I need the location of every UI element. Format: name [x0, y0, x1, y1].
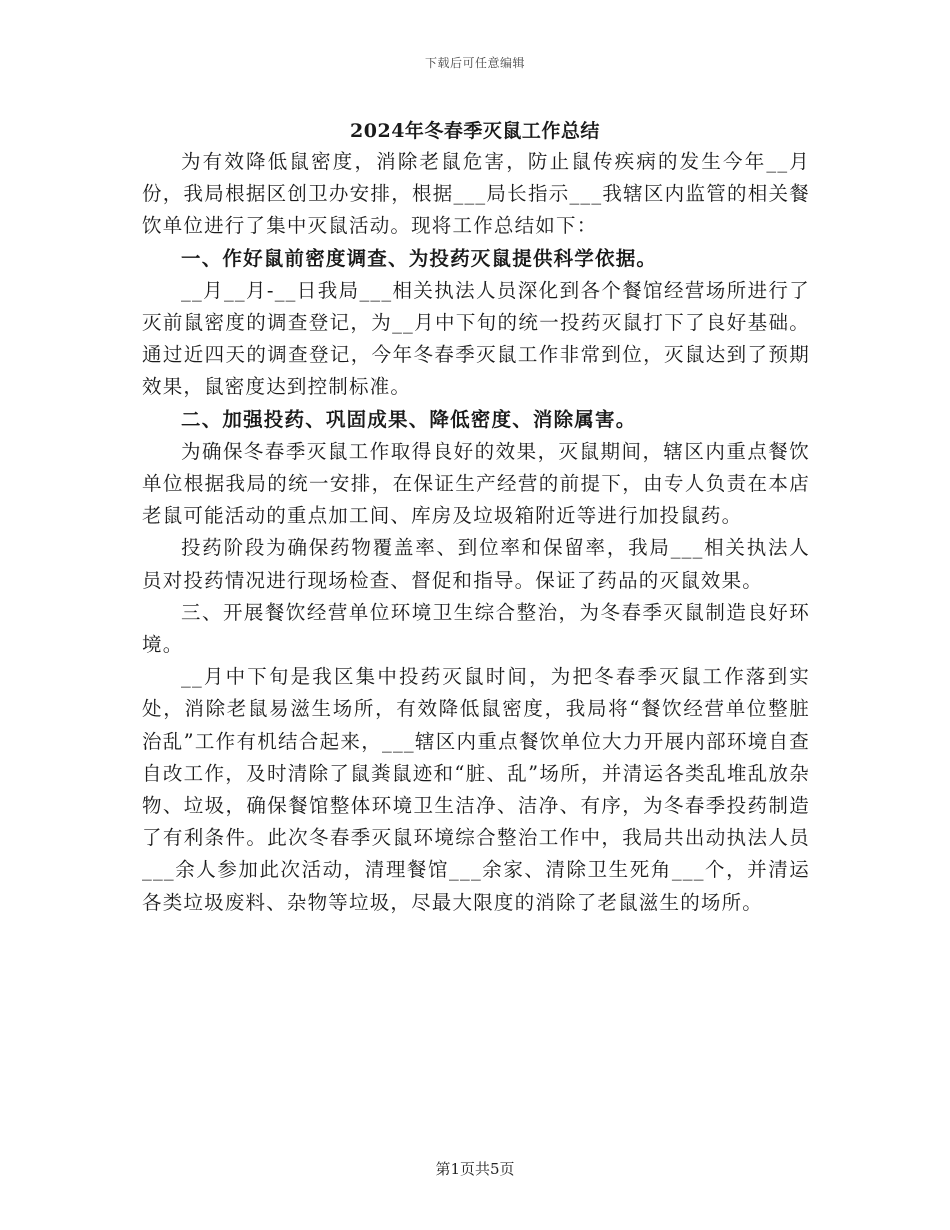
document-title: 2024年冬春季灭鼠工作总结: [350, 120, 600, 142]
section-heading-3: 三、开展餐饮经营单位环境卫生综合整治，为冬春季灭鼠制造良好环境。: [142, 600, 810, 657]
section-3-paragraph: __月中下旬是我区集中投药灭鼠时间，为把冬春季灭鼠工作落到实处，消除老鼠易滋生场所，有效降低鼠密度，我局将“餐饮经营单位整脏治乱”工作有机结合起来，___辖区内重点餐饮单位大力开展内部环境自查自改工作，及时清除了鼠粪鼠迹和“脏、乱”场所，并清运各类乱堆乱放杂物、垃圾，确保餐馆整体环境卫生洁净、洁净、有序，为冬春季投药制造了有利条件。此次冬春季灭鼠环境综合整治工作中，我局共出动执法人员___余人参加此次活动，清理餐馆___余家、清除卫生死角___个，并清运各类垃圾废料、杂物等垃圾，尽最大限度的消除了老鼠滋生的场所。: [142, 665, 810, 914]
section-1-paragraph: __月__月-__日我局___相关执法人员深化到各个餐馆经营场所进行了灭前鼠密度的调查登记，为__月中下旬的统一投药灭鼠打下了良好基础。通过近四天的调查登记，今年冬春季灭鼠工作非常到位，灭鼠达到了预期效果，鼠密度达到控制标准。: [142, 278, 810, 399]
intro-paragraph: 为有效降低鼠密度，消除老鼠危害，防止鼠传疾病的发生今年__月份，我局根据区创卫办安排，根据___局长指示___我辖区内监管的相关餐饮单位进行了集中灭鼠活动。现将工作总结如下：: [142, 150, 810, 238]
header-note: 下载后可任意编辑: [424, 56, 525, 70]
section-2-paragraph-2: 投药阶段为确保药物覆盖率、到位率和保留率，我局___相关执法人员对投药情况进行现场检查、督促和指导。保证了药品的灭鼠效果。: [142, 536, 810, 592]
document-body: [142, 146, 810, 919]
section-2-paragraph-1: 为确保冬春季灭鼠工作取得良好的效果，灭鼠期间，辖区内重点餐饮单位根据我局的统一安排，在保证生产经营的前提下，由专人负责在本店老鼠可能活动的重点加工间、库房及垃圾箱附近等进行加投鼠药。: [142, 439, 810, 528]
section-heading-1: 一、作好鼠前密度调查、为投药灭鼠提供科学依据。: [181, 246, 658, 270]
page-footer: 第1页共5页: [435, 1160, 515, 1178]
section-heading-2: 二、加强投药、巩固成果、降低密度、消除属害。: [181, 407, 637, 431]
